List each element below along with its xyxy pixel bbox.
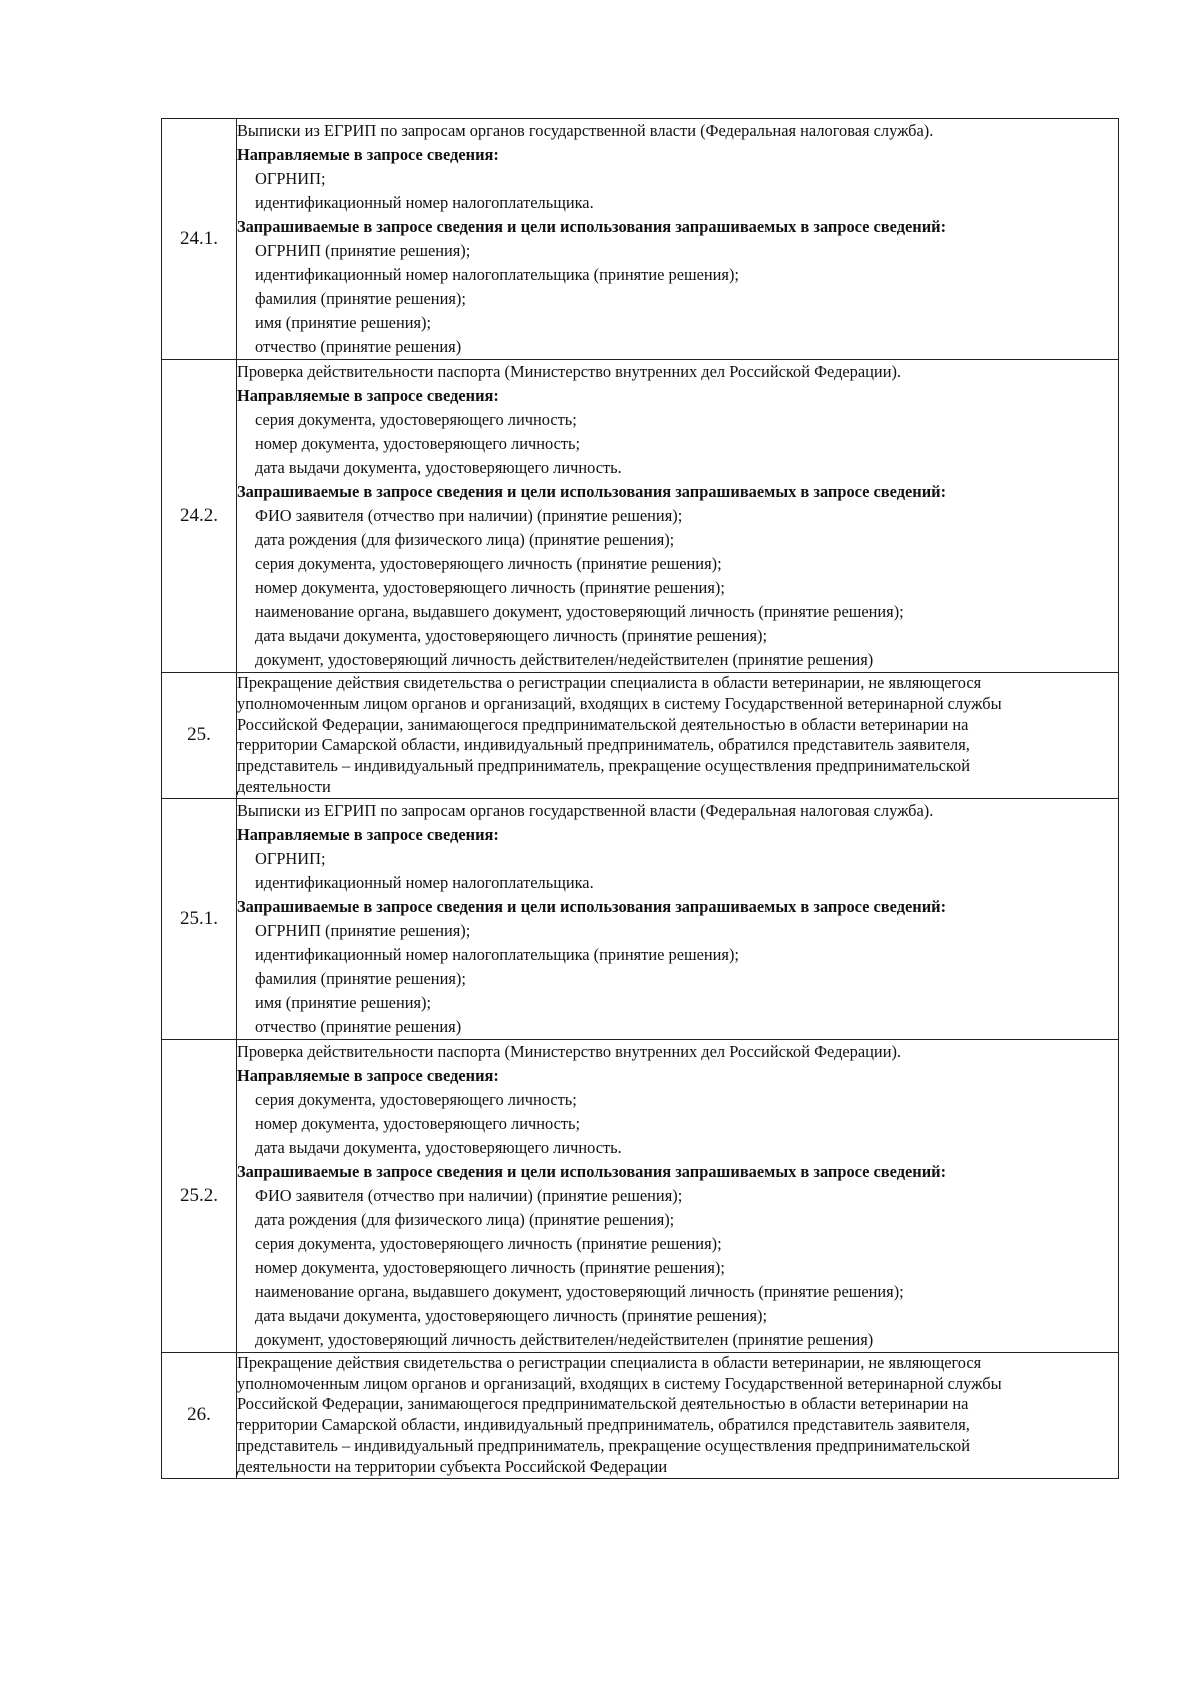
sent-header: Направляемые в запросе сведения: [237,824,499,844]
requested-header: Запрашиваемые в запросе сведения и цели использования запрашиваемых в запросе сведений: [237,1161,947,1181]
row-content [237,673,1119,799]
requested-header: Запрашиваемые в запросе сведения и цели использования запрашиваемых в запросе сведений: [237,482,947,501]
list-item: дата рождения (для физического лица) (принятие решения); [255,530,675,549]
paragraph-line: Прекращение действия свидетельства о регистрации специалиста в области ветеринарии, не являющегося [237,1352,982,1372]
paragraph-line: территории Самарской области, индивидуальный предприниматель, обратился представитель заявителя, [237,735,970,755]
requested-header: Запрашиваемые в запросе сведения и цели использования запрашиваемых в запросе сведений: [237,896,947,916]
row-number: 25.1. [162,798,237,1039]
paragraph-line: представитель – индивидуальный предприниматель, прекращение осуществления предпринимательской [237,756,970,776]
list-item: дата выдачи документа, удостоверяющего личность. [255,1137,622,1157]
row-number: 26. [162,1352,237,1478]
row-title: Проверка действительности паспорта (Министерство внутренних дел Российской Федерации). [237,362,902,381]
table-row [162,1352,1119,1478]
paragraph-line: представитель – индивидуальный предприниматель, прекращение осуществления предпринимательской [237,1435,970,1455]
row-title: Выписки из ЕГРИП по запросам органов государственной власти (Федеральная налоговая служба). [237,121,934,140]
list-item: фамилия (принятие решения); [255,968,466,988]
row-content [237,798,1119,1039]
list-item: серия документа, удостоверяющего личность; [255,1089,577,1109]
services-table [161,118,1119,1479]
row-number: 25. [162,673,237,799]
list-item: дата выдачи документа, удостоверяющего личность (принятие решения); [255,626,768,645]
row-number: 25.2. [162,1039,237,1352]
list-item: отчество (принятие решения) [255,1016,462,1036]
list-item: идентификационный номер налогоплательщика. [255,872,594,892]
paragraph-line: уполномоченным лицом органов и организаций, входящих в систему Государственной ветеринарной службы [237,693,1002,713]
row-title: Выписки из ЕГРИП по запросам органов государственной власти (Федеральная налоговая служба). [237,800,934,820]
table-row [162,360,1119,673]
paragraph-line: территории Самарской области, индивидуальный предприниматель, обратился представитель заявителя, [237,1415,970,1435]
list-item: ОГРНИП; [255,169,326,188]
paragraph-line: Прекращение действия свидетельства о регистрации специалиста в области ветеринарии, не являющегося [237,673,982,692]
list-item: дата выдачи документа, удостоверяющего личность. [255,458,622,477]
list-item: идентификационный номер налогоплательщика (принятие решения); [255,265,739,284]
row-title: Проверка действительности паспорта (Министерство внутренних дел Российской Федерации). [237,1041,902,1061]
sent-header: Направляемые в запросе сведения: [237,1065,499,1085]
paragraph-line: Российской Федерации, занимающегося предпринимательской деятельностью в области ветеринарии на [237,714,969,734]
list-item: серия документа, удостоверяющего личность (принятие решения); [255,554,722,573]
paragraph-line: деятельности на территории субъекта Российской Федерации [237,1456,668,1476]
list-item: наименование органа, выдавшего документ, удостоверяющий личность (принятие решения); [255,602,904,621]
list-item: фамилия (принятие решения); [255,289,466,308]
paragraph-line: уполномоченным лицом органов и организаций, входящих в систему Государственной ветеринарной службы [237,1373,1002,1393]
list-item: ОГРНИП (принятие решения); [255,920,471,940]
requested-header: Запрашиваемые в запросе сведения и цели использования запрашиваемых в запросе сведений: [237,217,947,236]
row-number: 24.2. [162,360,237,673]
row-content [237,1352,1119,1478]
paragraph-line: деятельности [237,776,331,796]
list-item: наименование органа, выдавшего документ, удостоверяющий личность (принятие решения); [255,1281,904,1301]
sent-header: Направляемые в запросе сведения: [237,386,499,405]
list-item: дата выдачи документа, удостоверяющего личность (принятие решения); [255,1305,768,1325]
table-row [162,119,1119,360]
list-item: идентификационный номер налогоплательщика. [255,193,594,212]
paragraph-line: Российской Федерации, занимающегося предпринимательской деятельностью в области ветеринарии на [237,1394,969,1414]
list-item: номер документа, удостоверяющего личность; [255,1113,581,1133]
table-row [162,673,1119,799]
list-item: документ, удостоверяющий личность действителен/недействителен (принятие решения) [255,1329,874,1349]
list-item: идентификационный номер налогоплательщика (принятие решения); [255,944,739,964]
list-item: отчество (принятие решения) [255,337,462,356]
list-item: ОГРНИП (принятие решения); [255,241,471,260]
list-item: имя (принятие решения); [255,313,432,332]
list-item: документ, удостоверяющий личность действителен/недействителен (принятие решения) [255,650,874,669]
list-item: имя (принятие решения); [255,992,432,1012]
row-content [237,1039,1119,1352]
table-row [162,1039,1119,1352]
list-item: серия документа, удостоверяющего личность (принятие решения); [255,1233,722,1253]
list-item: серия документа, удостоверяющего личность; [255,410,577,429]
list-item: номер документа, удостоверяющего личность (принятие решения); [255,1257,725,1277]
list-item: номер документа, удостоверяющего личность; [255,434,581,453]
row-content [237,119,1119,360]
list-item: номер документа, удостоверяющего личность (принятие решения); [255,578,725,597]
table-row [162,798,1119,1039]
list-item: дата рождения (для физического лица) (принятие решения); [255,1209,675,1229]
list-item: ФИО заявителя (отчество при наличии) (принятие решения); [255,506,683,525]
row-number: 24.1. [162,119,237,360]
row-content [237,360,1119,673]
sent-header: Направляемые в запросе сведения: [237,145,499,164]
list-item: ОГРНИП; [255,848,326,868]
list-item: ФИО заявителя (отчество при наличии) (принятие решения); [255,1185,683,1205]
